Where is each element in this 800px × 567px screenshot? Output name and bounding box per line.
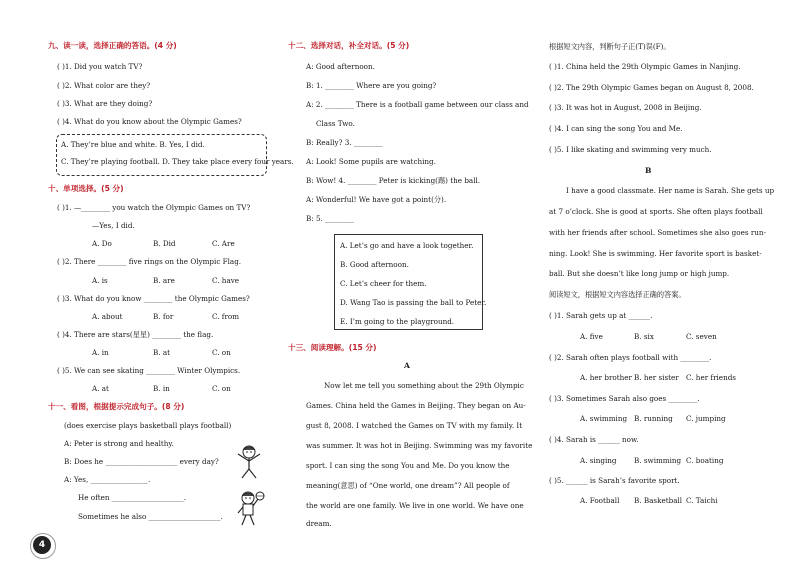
s10-q5-opt-a: A. at: [92, 384, 109, 393]
mc-q3-opt-b: B. running: [634, 414, 673, 423]
s10-q4-opt-b: B. at: [153, 348, 171, 357]
passage-b-line-3: with her friends after school. Sometimes she also goes run-: [549, 228, 766, 237]
s10-q2-opt-c: C. have: [212, 276, 240, 285]
mc-q2-opt-a: A. her brother: [580, 373, 632, 382]
section-10-title: 十、单项选择。(5 分): [48, 184, 124, 193]
passage-a-line-8: dream.: [306, 519, 332, 528]
s11-hint: (does exercise plays basketball plays football): [64, 421, 232, 430]
mc-q1-opt-b: B. six: [634, 332, 654, 341]
boy-basketball-picture: [234, 489, 266, 527]
s12-option-b: B. Good afternoon.: [340, 260, 409, 269]
section-13-title: 十三、阅读理解。(15 分): [288, 343, 377, 352]
mc-q4-opt-a: A. singing: [580, 456, 617, 465]
passage-a-line-3: gust 8, 2008. I watched the Games on TV with my family. It: [306, 421, 523, 430]
mc-q1-opt-a: A. five: [580, 332, 603, 341]
s10-q2-opt-b: B. are: [153, 276, 175, 285]
s9-question-4: ( )4. What do you know about the Olympic Games?: [57, 117, 242, 126]
s9-answers-line-1: A. They’re blue and white. B. Yes, I did.: [61, 140, 205, 149]
s12-line-2: B: 1. ________ Where are you going?: [306, 81, 437, 90]
mc-q4-opt-b: B. swimming: [634, 456, 682, 465]
mc-q4: ( )4. Sarah is ______ now.: [549, 435, 639, 444]
s11-line-4: He often ____________________.: [78, 493, 187, 502]
s12-line-4: Class Two.: [316, 119, 355, 128]
mc-instructions: 阅读短文，根据短文内容选择正确的答案。: [549, 290, 686, 299]
s10-q3-opt-a: A. about: [92, 312, 123, 321]
mc-q2-opt-b: B. her sister: [634, 373, 679, 382]
mc-q3: ( )3. Sometimes Sarah also goes ________.: [549, 394, 700, 403]
s12-line-3: A: 2. ________ There is a football game between our class and: [306, 100, 529, 109]
section-9-title: 九、读一读，选择正确的答语。(4 分): [48, 41, 177, 50]
passage-b-line-5: ball. But she doesn’t like long jump or high jump.: [549, 269, 730, 278]
s11-line-5: Sometimes he also ____________________.: [78, 512, 223, 521]
s12-line-1: A: Good afternoon.: [306, 62, 375, 71]
passage-a-line-1: Now let me tell you something about the 29th Olympic: [324, 381, 524, 390]
s12-line-7: B: Wow! 4. ________ Peter is kicking(踢) the ball.: [306, 176, 481, 185]
boy-exercise-picture: [233, 443, 265, 481]
s11-line-2: B: Does he ____________________ every day?: [64, 457, 219, 466]
mc-q1: ( )1. Sarah gets up at ______.: [549, 311, 653, 320]
passage-a-title: A: [404, 361, 410, 370]
s12-option-c: C. Let’s cheer for them.: [340, 279, 427, 288]
tf-4: ( )4. I can sing the song You and Me.: [549, 124, 683, 133]
s12-line-5: B: Really? 3. ________: [306, 138, 383, 147]
s9-question-2: ( )2. What color are they?: [57, 81, 151, 90]
passage-a-line-7: the world are one family. We live in one world. We have one: [306, 501, 524, 510]
s11-line-3: A: Yes, ________________.: [64, 475, 151, 484]
s10-q1-opt-a: A. Do: [92, 239, 112, 248]
s10-q1-reply: —Yes, I did.: [92, 221, 135, 230]
s10-q5-opt-b: B. in: [153, 384, 170, 393]
s12-option-a: A. Let’s go and have a look together.: [340, 241, 474, 250]
section-12-title: 十二、选择对话，补全对话。(5 分): [288, 41, 410, 50]
mc-q5-opt-b: B. Basketball: [634, 496, 683, 505]
page-number: 4: [33, 536, 51, 554]
s12-line-9: B: 5. ________: [306, 214, 354, 223]
s10-q4-opt-c: C. on: [212, 348, 231, 357]
mc-q3-opt-c: C. jumping: [686, 414, 726, 423]
s9-question-3: ( )3. What are they doing?: [57, 99, 153, 108]
mc-q2-opt-c: C. her friends: [686, 373, 736, 382]
mc-q1-opt-c: C. seven: [686, 332, 717, 341]
s10-q1-opt-c: C. Are: [212, 239, 235, 248]
passage-b-line-2: at 7 o’clock. She is good at sports. She often plays football: [549, 207, 763, 216]
passage-b-line-4: ning. Look! She is swimming. Her favorite sport is basket-: [549, 249, 762, 258]
s12-line-6: A: Look! Some pupils are watching.: [306, 157, 436, 166]
tf-instructions: 根据短文内容，判断句子正(T)误(F)。: [549, 42, 671, 51]
tf-2: ( )2. The 29th Olympic Games began on August 8, 2008.: [549, 83, 754, 92]
tf-1: ( )1. China held the 29th Olympic Games in Nanjing.: [549, 62, 741, 71]
s10-q4: ( )4. There are stars(星星) ________ the flag.: [57, 330, 214, 339]
section-11-title: 十一、看图，根据提示完成句子。(8 分): [48, 402, 185, 411]
passage-a-line-6: meaning(意思) of “One world, one dream”? All people of: [306, 481, 510, 490]
s11-line-1: A: Peter is strong and healthy.: [64, 439, 174, 448]
mc-q3-opt-a: A. swimming: [580, 414, 628, 423]
s10-q2: ( )2. There ________ five rings on the Olympic Flag.: [57, 257, 242, 266]
mc-q4-opt-c: C. boating: [686, 456, 724, 465]
s10-q2-opt-a: A. is: [92, 276, 108, 285]
mc-q5-opt-a: A. Football: [580, 496, 620, 505]
passage-b-title: B: [645, 166, 652, 175]
s12-line-8: A: Wonderful! We have got a point(分).: [306, 195, 447, 204]
s9-answers-line-2: C. They’re playing football. D. They take place every four years.: [61, 157, 294, 166]
tf-5: ( )5. I like skating and swimming very much.: [549, 145, 712, 154]
passage-a-line-2: Games. China held the Games in Beijing. They began on Au-: [306, 401, 526, 410]
s10-q5-opt-c: C. on: [212, 384, 231, 393]
s10-q3-opt-b: B. for: [153, 312, 174, 321]
s10-q5: ( )5. We can see skating ________ Winter Olympics.: [57, 366, 241, 375]
s12-option-d: D. Wang Tao is passing the ball to Peter.: [340, 298, 487, 307]
mc-q2: ( )2. Sarah often plays football with ________.: [549, 353, 712, 362]
s10-q1-opt-b: B. Did: [153, 239, 176, 248]
passage-a-line-5: sport. I can sing the song You and Me. Do you know the: [306, 461, 510, 470]
s12-option-e: E. I’m going to the playground.: [340, 317, 455, 326]
s9-question-1: ( )1. Did you watch TV?: [57, 62, 143, 71]
tf-3: ( )3. It was hot in August, 2008 in Beijing.: [549, 103, 702, 112]
mc-q5-opt-c: C. Taichi: [686, 496, 718, 505]
s10-q4-opt-a: A. in: [92, 348, 109, 357]
s10-q1: ( )1. —________ you watch the Olympic Games on TV?: [57, 203, 251, 212]
passage-b-line-1: I have a good classmate. Her name is Sarah. She gets up: [566, 186, 775, 195]
passage-a-line-4: was summer. It was hot in Beijing. Swimming was my favorite: [306, 441, 533, 450]
s10-q3: ( )3. What do you know ________ the Olympic Games?: [57, 294, 250, 303]
mc-q5: ( )5. ______ is Sarah’s favorite sport.: [549, 476, 680, 485]
s10-q3-opt-c: C. from: [212, 312, 240, 321]
